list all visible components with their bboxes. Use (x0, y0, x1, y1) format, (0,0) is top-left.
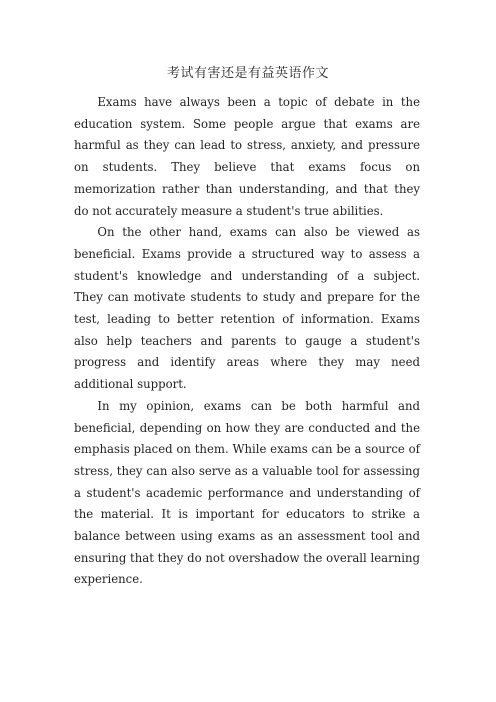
document-title: 考试有害还是有益英语作文 (166, 66, 329, 81)
paragraph-3: In my opinion, exams can be both harmful and beneficial, depending on how they are conducted and the emphasis placed on them. While exams can be a source of stress, they can also serve as a valuable tool for assessing a student's academic performance and understanding of the material. It is important for educators to strike a balance between using exams as an assessment tool and ensuring that they do not overshadow the overall learning experience. (74, 398, 420, 587)
paragraph-2: On the other hand, exams can also be viewed as beneficial. Exams provide a structured way to assess a student's knowledge and understanding of a subject. They can motivate students to study and prepare for the test, leading to better retention of information. Exams also help teachers and parents to gauge a student's progress and identify areas where they may need additional support. (74, 225, 420, 392)
paragraph-1: Exams have always been a topic of debate in the education system. Some people argue that exams are harmful as they can lead to stress, anxiety, and pressure on students. They believe that exams focus on memorization rather than understanding, and that they do not accurately measure a student's true abilities. (74, 95, 420, 218)
document-body (74, 92, 420, 591)
